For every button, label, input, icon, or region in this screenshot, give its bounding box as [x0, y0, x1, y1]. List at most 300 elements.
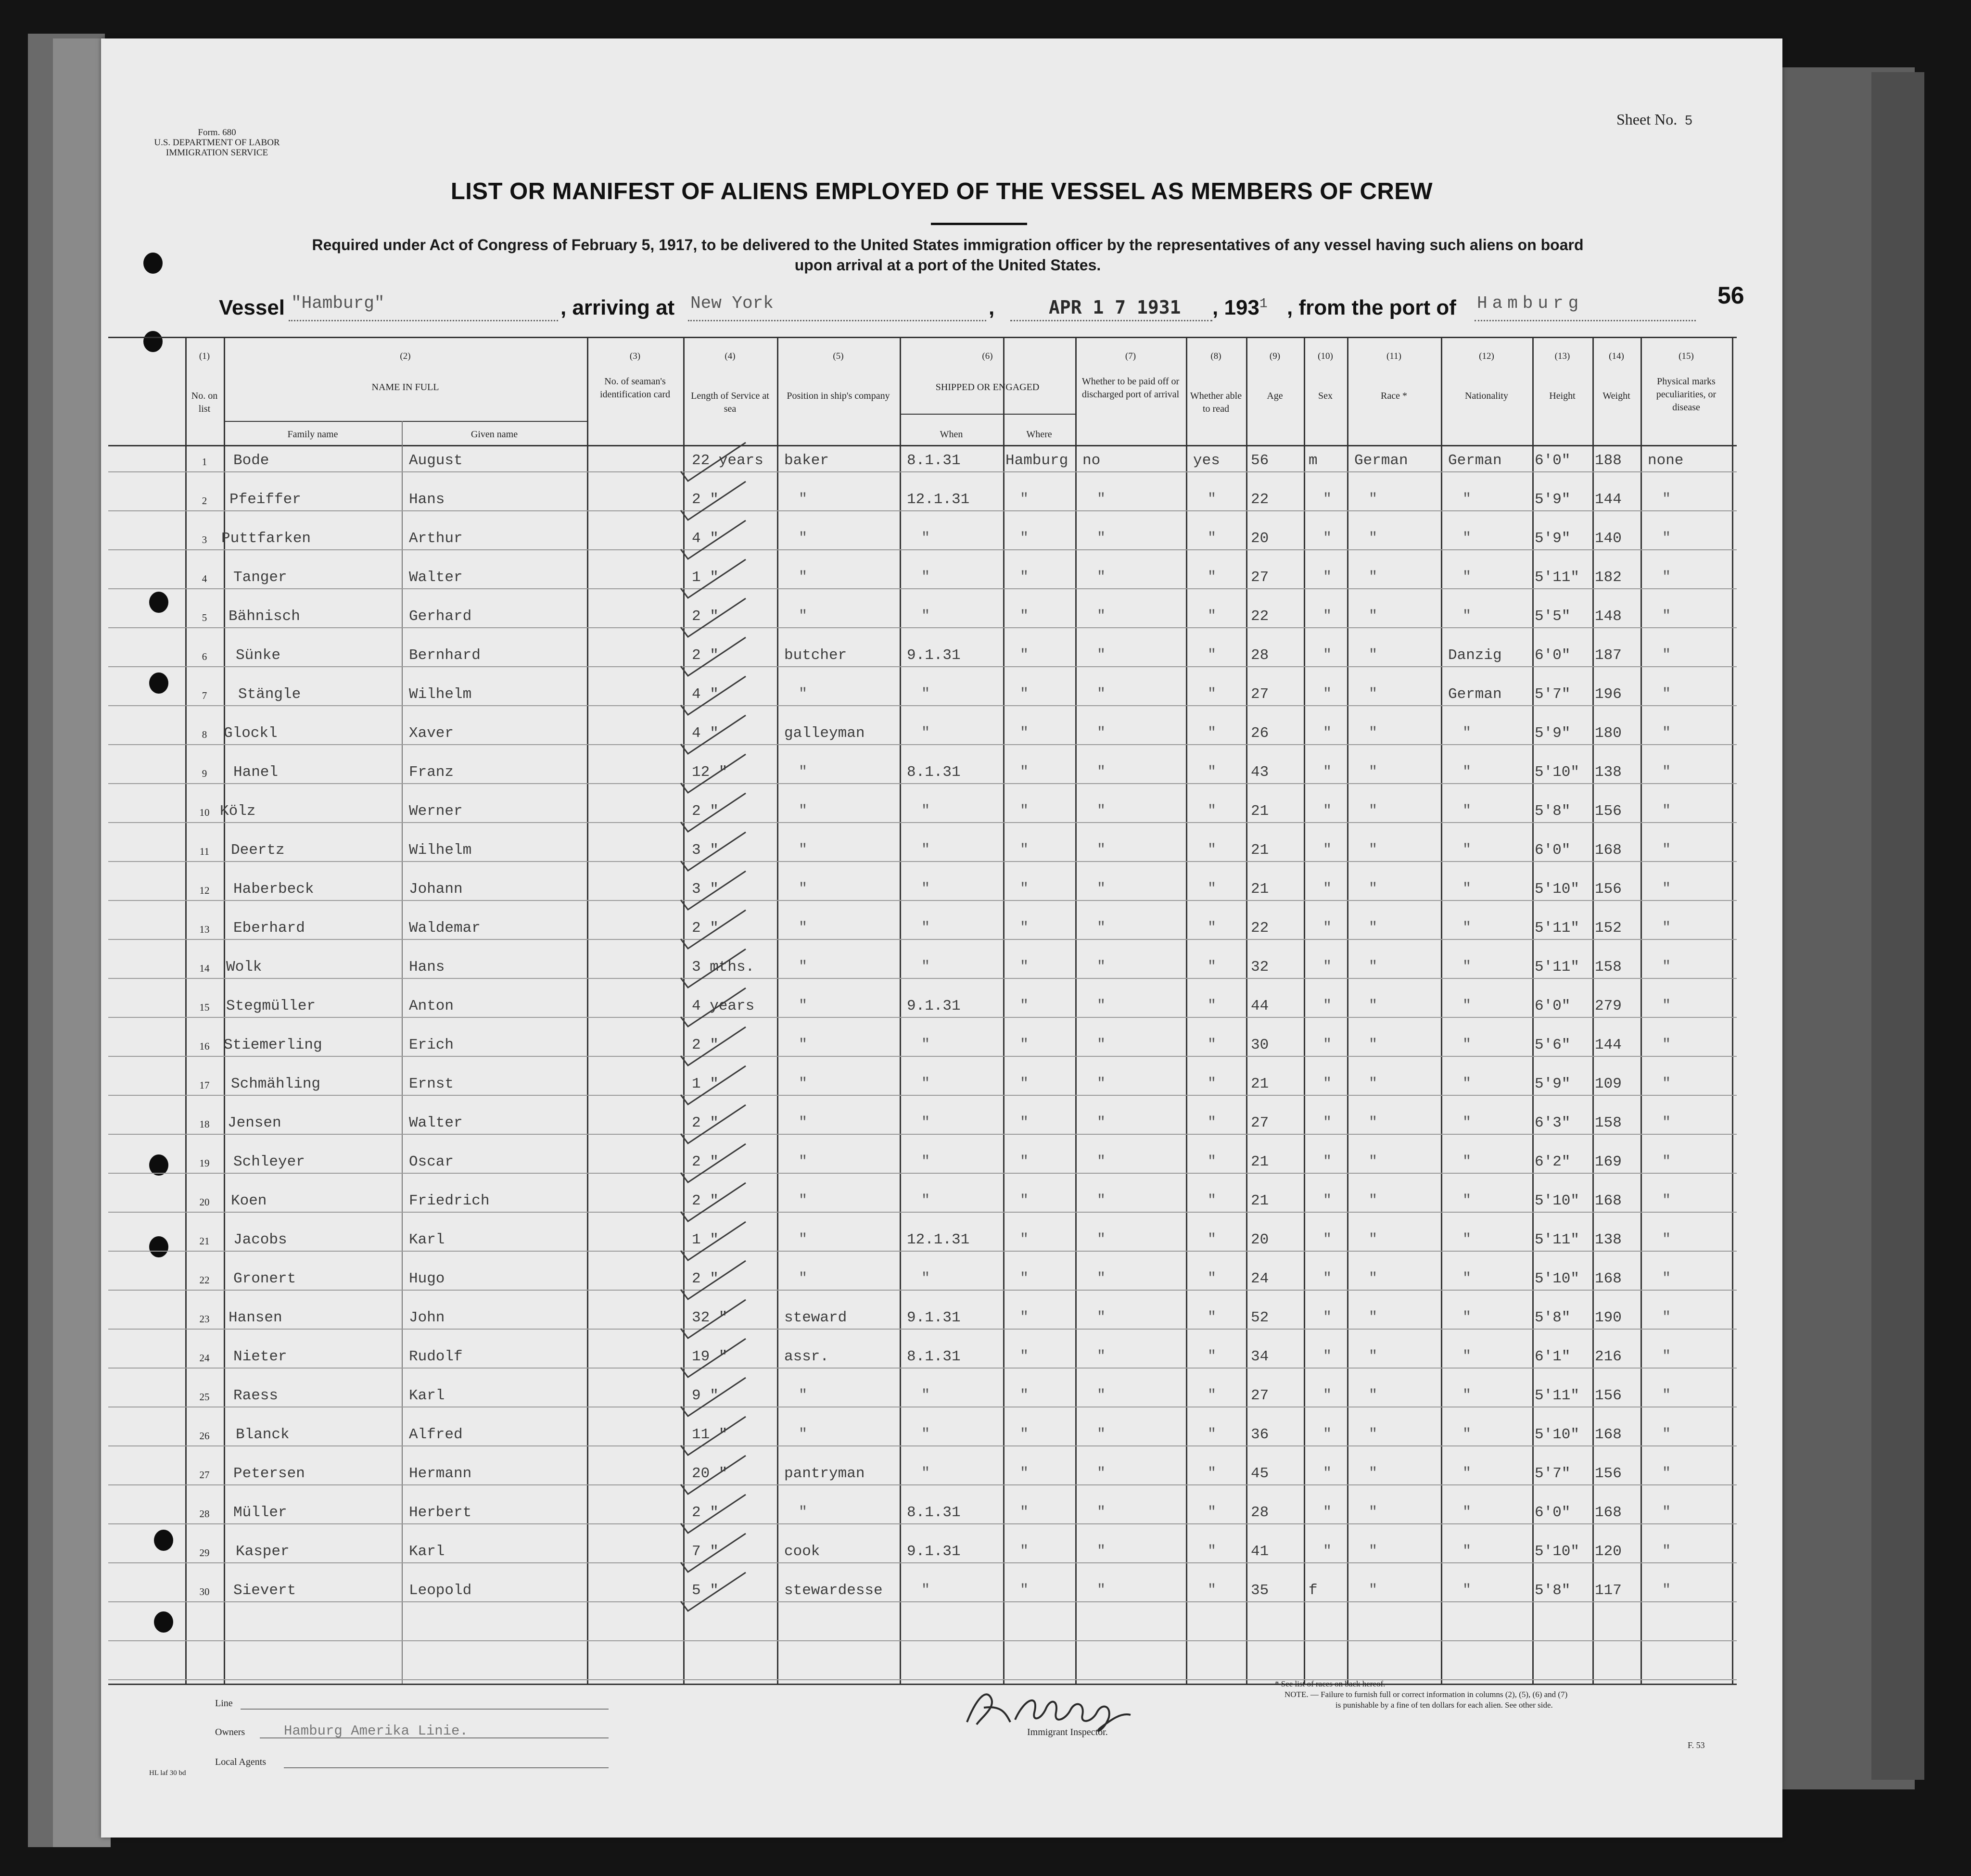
fine-note-line-2: is punishable by a fine of ten dollars for each alien. See other side.: [1335, 1700, 1553, 1710]
column-rule: [1732, 337, 1733, 1684]
cell-position: ": [799, 1231, 808, 1248]
vessel-value: "Hamburg": [291, 293, 385, 313]
cell-service: 12 ": [692, 764, 728, 781]
cell-where: ": [1020, 1037, 1029, 1053]
cell-race: ": [1369, 686, 1378, 702]
cell-when: ": [921, 1270, 930, 1287]
cell-marks: ": [1662, 1543, 1671, 1559]
cell-paid: ": [1097, 647, 1106, 663]
row-rule: [108, 1679, 1737, 1680]
cell-sex: ": [1323, 1192, 1332, 1209]
row-number: 25: [199, 1391, 210, 1403]
cell-when: ": [921, 569, 930, 585]
punch-hole: [149, 592, 168, 613]
cell-paid: ": [1097, 881, 1106, 897]
row-rule: [108, 1445, 1737, 1446]
title-rule: [931, 223, 1027, 225]
cell-race: ": [1369, 725, 1378, 741]
row-number: 20: [199, 1196, 210, 1208]
cell-age: 21: [1251, 842, 1269, 859]
cell-age: 21: [1251, 1192, 1269, 1209]
cell-marks: none: [1648, 452, 1684, 469]
cell-age: 36: [1251, 1426, 1269, 1443]
cell-read: ": [1208, 1037, 1217, 1053]
underlying-sheet-edge: [1871, 72, 1924, 1780]
cell-race: ": [1369, 881, 1378, 897]
cell-where: ": [1020, 1426, 1029, 1443]
column-header: Sex: [1318, 391, 1333, 401]
cell-nationality: ": [1462, 608, 1472, 624]
cell-age: 34: [1251, 1348, 1269, 1365]
row-number: 16: [199, 1040, 210, 1052]
column-rule: [1075, 337, 1077, 1684]
cell-sex: f: [1309, 1582, 1318, 1599]
cell-marks: ": [1662, 530, 1671, 546]
cell-marks: ": [1662, 1309, 1671, 1326]
cell-weight: 188: [1595, 452, 1622, 469]
cell-family: Wolk: [226, 959, 262, 976]
column-header: SHIPPED OR ENGAGED: [935, 382, 1040, 393]
cell-given: Wilhelm: [409, 686, 472, 703]
row-number: 21: [199, 1235, 210, 1247]
cell-where: ": [1020, 920, 1029, 936]
cell-age: 52: [1251, 1309, 1269, 1326]
cell-age: 28: [1251, 647, 1269, 664]
column-number: (2): [400, 351, 411, 361]
cell-read: ": [1208, 491, 1217, 507]
cell-family: Jensen: [228, 1115, 281, 1131]
cell-weight: 216: [1595, 1348, 1622, 1365]
cell-age: 43: [1251, 764, 1269, 781]
column-number: (6): [982, 351, 993, 361]
cell-paid: ": [1097, 1153, 1106, 1170]
cell-race: ": [1369, 842, 1378, 858]
header-bottom-rule: [108, 445, 1737, 446]
cell-marks: ": [1662, 491, 1671, 507]
cell-where: ": [1020, 1153, 1029, 1170]
cell-read: ": [1208, 803, 1217, 819]
cell-read: ": [1208, 1465, 1217, 1482]
cell-race: ": [1369, 764, 1378, 780]
cell-family: Tanger: [233, 569, 287, 586]
cell-when: ": [921, 959, 930, 975]
cell-weight: 156: [1595, 1387, 1622, 1404]
cell-height: 5'6": [1535, 1037, 1571, 1053]
from-value: Hamburg: [1477, 293, 1584, 313]
cell-age: 22: [1251, 608, 1269, 625]
cell-read: ": [1208, 764, 1217, 780]
cell-where: ": [1020, 1504, 1029, 1521]
cell-height: 5'5": [1535, 608, 1571, 625]
cell-sex: ": [1323, 1309, 1332, 1326]
row-number: 8: [202, 729, 207, 740]
cell-paid: ": [1097, 1387, 1106, 1404]
cell-height: 5'9": [1535, 1076, 1571, 1092]
cell-paid: ": [1097, 530, 1106, 546]
cell-race: ": [1369, 1504, 1378, 1521]
cell-where: ": [1020, 959, 1029, 975]
arriving-value: New York: [690, 293, 774, 313]
cell-where: ": [1020, 998, 1029, 1014]
cell-paid: ": [1097, 1543, 1106, 1559]
cell-given: August: [409, 452, 463, 469]
cell-paid: ": [1097, 1426, 1106, 1443]
cell-height: 5'10": [1535, 881, 1580, 898]
department-name: U.S. DEPARTMENT OF LABOR: [154, 138, 280, 148]
comma: ,: [989, 296, 995, 319]
cell-marks: ": [1662, 725, 1671, 741]
column-header: Nationality: [1465, 391, 1508, 401]
cell-read: ": [1208, 686, 1217, 702]
column-rule: [1640, 337, 1642, 1684]
column-header: Whether to be paid off or discharged port of arrival: [1081, 376, 1180, 400]
column-header: Weight: [1602, 391, 1630, 401]
cell-sex: ": [1323, 491, 1332, 507]
cell-when: 8.1.31: [907, 1348, 961, 1365]
cell-marks: ": [1662, 1504, 1671, 1521]
cell-marks: ": [1662, 1037, 1671, 1053]
cell-where: Hamburg: [1005, 452, 1068, 469]
cell-nationality: ": [1462, 1153, 1472, 1170]
cell-family: Glockl: [224, 725, 278, 742]
cell-height: 5'8": [1535, 1582, 1571, 1599]
cell-height: 5'7": [1535, 1465, 1571, 1482]
cell-sex: ": [1323, 1465, 1332, 1482]
form-number: Form. 680: [198, 127, 236, 138]
agents-label: Local Agents: [215, 1757, 267, 1767]
cell-family: Haberbeck: [233, 881, 314, 898]
row-number: 10: [199, 807, 210, 818]
sheet-number: [1616, 111, 1692, 128]
cell-marks: ": [1662, 1426, 1671, 1443]
name-subheader-rule: [224, 421, 587, 422]
cell-height: 5'10": [1535, 1426, 1580, 1443]
cell-height: 5'8": [1535, 1309, 1571, 1326]
cell-read: ": [1208, 959, 1217, 975]
shipped-subheader-rule: [900, 414, 1075, 415]
cell-race: ": [1369, 1192, 1378, 1209]
vessel-label: Vessel: [219, 296, 285, 319]
cell-position: ": [799, 608, 808, 624]
cell-service: 4 years: [692, 998, 755, 1014]
column-number: (9): [1269, 351, 1281, 361]
cell-service: 1 ": [692, 569, 719, 586]
cell-when: 8.1.31: [907, 452, 961, 469]
cell-where: ": [1020, 1076, 1029, 1092]
cell-given: Walter: [409, 569, 463, 586]
column-subheader: When: [940, 429, 963, 440]
column-number: (14): [1609, 351, 1624, 361]
cell-service: 2 ": [692, 803, 719, 820]
column-header: Race *: [1381, 391, 1407, 401]
column-number: (8): [1210, 351, 1221, 361]
row-number: 23: [199, 1313, 210, 1325]
name-split-rule: [402, 421, 403, 1684]
column-subheader: Given name: [470, 429, 518, 440]
cell-marks: ": [1662, 803, 1671, 819]
cell-service: 1 ": [692, 1076, 719, 1092]
column-header: Position in ship's company: [787, 391, 890, 401]
cell-service: 2 ": [692, 608, 719, 625]
cell-given: Walter: [409, 1115, 463, 1131]
cell-given: Gerhard: [409, 608, 472, 625]
cell-family: Pfeiffer: [229, 491, 301, 508]
column-number: (10): [1318, 351, 1333, 361]
row-rule: [108, 1562, 1737, 1563]
cell-given: Karl: [409, 1387, 445, 1404]
cell-service: 2 ": [692, 920, 719, 937]
page-title: LIST OR MANIFEST OF ALIENS EMPLOYED OF THE VESSEL AS MEMBERS OF CREW: [450, 178, 1433, 204]
cell-sex: ": [1323, 1348, 1332, 1365]
cell-family: Petersen: [233, 1465, 305, 1482]
cell-paid: ": [1097, 920, 1106, 936]
row-number: 5: [202, 612, 207, 623]
cell-age: 30: [1251, 1037, 1269, 1053]
cell-service: 3 ": [692, 842, 719, 859]
row-number: 26: [199, 1430, 210, 1442]
cell-height: 5'9": [1535, 725, 1571, 742]
cell-service: 2 ": [692, 1153, 719, 1170]
cell-given: Karl: [409, 1231, 445, 1248]
row-number: 6: [202, 651, 207, 662]
subtitle-line-2: upon arrival at a port of the United States.: [794, 256, 1101, 274]
cell-nationality: ": [1462, 920, 1472, 936]
cell-position: ": [799, 1115, 808, 1131]
cell-given: Waldemar: [409, 920, 481, 937]
row-rule: [108, 1329, 1737, 1330]
service-name: IMMIGRATION SERVICE: [165, 148, 268, 158]
cell-weight: 168: [1595, 1504, 1622, 1521]
cell-weight: 138: [1595, 764, 1622, 781]
row-rule: [108, 1212, 1737, 1213]
cell-when: ": [921, 1192, 930, 1209]
cell-read: ": [1208, 1543, 1217, 1559]
cell-when: 8.1.31: [907, 764, 961, 781]
cell-read: yes: [1193, 452, 1220, 469]
cell-where: ": [1020, 1270, 1029, 1287]
cell-sex: ": [1323, 842, 1332, 858]
cell-family: Eberhard: [233, 920, 305, 937]
cell-given: Xaver: [409, 725, 454, 742]
column-number: (12): [1479, 351, 1494, 361]
cell-marks: ": [1662, 764, 1671, 780]
cell-race: ": [1369, 920, 1378, 936]
cell-when: 12.1.31: [907, 1231, 970, 1248]
cell-service: 2 ": [692, 1192, 719, 1209]
cell-family: Deertz: [231, 842, 285, 859]
cell-race: ": [1369, 1543, 1378, 1559]
cell-weight: 168: [1595, 842, 1622, 859]
cell-marks: ": [1662, 1231, 1671, 1248]
cell-position: ": [799, 803, 808, 819]
cell-weight: 180: [1595, 725, 1622, 742]
cell-where: ": [1020, 764, 1029, 780]
cell-weight: 168: [1595, 1270, 1622, 1287]
cell-given: Bernhard: [409, 647, 481, 664]
cell-paid: ": [1097, 608, 1106, 624]
cell-paid: ": [1097, 686, 1106, 702]
cell-race: ": [1369, 1426, 1378, 1443]
column-rule: [185, 337, 187, 1684]
cell-age: 41: [1251, 1543, 1269, 1560]
cell-height: 5'10": [1535, 1543, 1580, 1560]
cell-age: 27: [1251, 686, 1269, 703]
cell-family: Jacobs: [233, 1231, 287, 1248]
cell-paid: ": [1097, 764, 1106, 780]
column-rule: [1592, 337, 1594, 1684]
cell-when: ": [921, 725, 930, 741]
cell-age: 21: [1251, 803, 1269, 820]
cell-height: 5'10": [1535, 764, 1580, 781]
row-rule: [108, 1523, 1737, 1524]
column-number: (4): [725, 351, 736, 361]
cell-height: 6'1": [1535, 1348, 1571, 1365]
cell-nationality: ": [1462, 1037, 1472, 1053]
column-number: (13): [1554, 351, 1570, 361]
table-top-rule: [108, 337, 1737, 338]
cell-when: 9.1.31: [907, 1309, 961, 1326]
cell-when: 8.1.31: [907, 1504, 961, 1521]
punch-hole: [149, 1236, 168, 1257]
line-label: Line: [215, 1698, 233, 1709]
cell-age: 35: [1251, 1582, 1269, 1599]
races-note: * See list of races on back hereof.: [1275, 1679, 1386, 1688]
column-number: (5): [833, 351, 844, 361]
cell-nationality: ": [1462, 1231, 1472, 1248]
cell-position: ": [799, 1076, 808, 1092]
row-rule: [108, 978, 1737, 979]
cell-position: pantryman: [784, 1465, 865, 1482]
cell-sex: ": [1323, 569, 1332, 585]
from-field-line: [1475, 320, 1696, 321]
cell-race: ": [1369, 647, 1378, 663]
cell-marks: ": [1662, 920, 1671, 936]
cell-nationality: ": [1462, 803, 1472, 819]
cell-read: ": [1208, 1309, 1217, 1326]
row-number: 11: [199, 846, 210, 857]
cell-where: ": [1020, 1348, 1029, 1365]
cell-position: ": [799, 569, 808, 585]
cell-given: Oscar: [409, 1153, 454, 1170]
row-rule: [108, 510, 1737, 511]
cell-service: 2 ": [692, 1504, 719, 1521]
page-number: 56: [1717, 282, 1744, 309]
cell-paid: ": [1097, 1115, 1106, 1131]
date-stamp: APR 1 7 1931: [1049, 297, 1181, 318]
cell-family: Koen: [231, 1192, 267, 1209]
cell-when: ": [921, 881, 930, 897]
column-rule: [1532, 337, 1534, 1684]
cell-sex: ": [1323, 1076, 1332, 1092]
row-rule: [108, 1134, 1737, 1135]
cell-paid: ": [1097, 1231, 1106, 1248]
cell-height: 5'11": [1535, 920, 1580, 937]
row-number: 9: [202, 768, 207, 779]
cell-sex: ": [1323, 530, 1332, 546]
row-number: 14: [199, 963, 210, 974]
row-rule: [108, 549, 1737, 550]
cell-when: 9.1.31: [907, 998, 961, 1014]
cell-where: ": [1020, 608, 1029, 624]
cell-sex: ": [1323, 803, 1332, 819]
cell-given: Leopold: [409, 1582, 472, 1599]
cell-age: 45: [1251, 1465, 1269, 1482]
sheet-label: Sheet No.: [1616, 111, 1678, 128]
cell-race: ": [1369, 803, 1378, 819]
cell-service: 4 ": [692, 725, 719, 742]
cell-height: 5'9": [1535, 530, 1571, 547]
cell-family: Blanck: [236, 1426, 290, 1443]
cell-race: ": [1369, 1231, 1378, 1248]
row-rule: [108, 1056, 1737, 1057]
cell-read: ": [1208, 647, 1217, 663]
row-rule: [108, 588, 1737, 589]
cell-service: 32 ": [692, 1309, 728, 1326]
cell-where: ": [1020, 1582, 1029, 1598]
cell-age: 28: [1251, 1504, 1269, 1521]
row-rule: [108, 705, 1737, 706]
column-header: Physical marks peculiarities, or disease: [1656, 376, 1717, 413]
cell-weight: 168: [1595, 1192, 1622, 1209]
cell-given: Ernst: [409, 1076, 454, 1092]
cell-marks: ": [1662, 647, 1671, 663]
row-number: 2: [202, 495, 207, 507]
cell-position: ": [799, 1426, 808, 1443]
column-number: (1): [199, 351, 210, 361]
cell-age: 22: [1251, 491, 1269, 508]
cell-age: 44: [1251, 998, 1269, 1014]
cell-where: ": [1020, 647, 1029, 663]
cell-age: 56: [1251, 452, 1269, 469]
form-code: F. 53: [1688, 1740, 1705, 1750]
column-rule: [1304, 337, 1305, 1684]
cell-nationality: ": [1462, 1426, 1472, 1443]
owners-field: [260, 1737, 609, 1738]
cell-where: ": [1020, 725, 1029, 741]
cell-paid: ": [1097, 959, 1106, 975]
cell-read: ": [1208, 1153, 1217, 1170]
column-number: (11): [1386, 351, 1401, 361]
cell-given: Hans: [409, 959, 445, 976]
cell-marks: ": [1662, 881, 1671, 897]
cell-service: 22 years: [692, 452, 763, 469]
cell-read: ": [1208, 1231, 1217, 1248]
cell-marks: ": [1662, 1076, 1671, 1092]
cell-sex: ": [1323, 1543, 1332, 1559]
column-rule: [587, 337, 588, 1684]
row-rule: [108, 783, 1737, 784]
cell-service: 19 ": [692, 1348, 728, 1365]
row-number: 1: [202, 456, 207, 468]
cell-nationality: Danzig: [1448, 647, 1502, 664]
cell-given: Herbert: [409, 1504, 472, 1521]
cell-when: ": [921, 1037, 930, 1053]
cell-race: ": [1369, 530, 1378, 546]
cell-given: Arthur: [409, 530, 463, 547]
cell-height: 5'10": [1535, 1192, 1580, 1209]
cell-weight: 158: [1595, 959, 1622, 976]
cell-marks: ": [1662, 1387, 1671, 1404]
column-rule: [900, 337, 901, 1684]
cell-where: ": [1020, 686, 1029, 702]
cell-nationality: ": [1462, 1543, 1472, 1559]
cell-weight: 156: [1595, 881, 1622, 898]
row-rule: [108, 666, 1737, 667]
cell-paid: ": [1097, 1348, 1106, 1365]
row-rule: [108, 939, 1737, 940]
cell-age: 21: [1251, 881, 1269, 898]
cell-weight: 168: [1595, 1426, 1622, 1443]
